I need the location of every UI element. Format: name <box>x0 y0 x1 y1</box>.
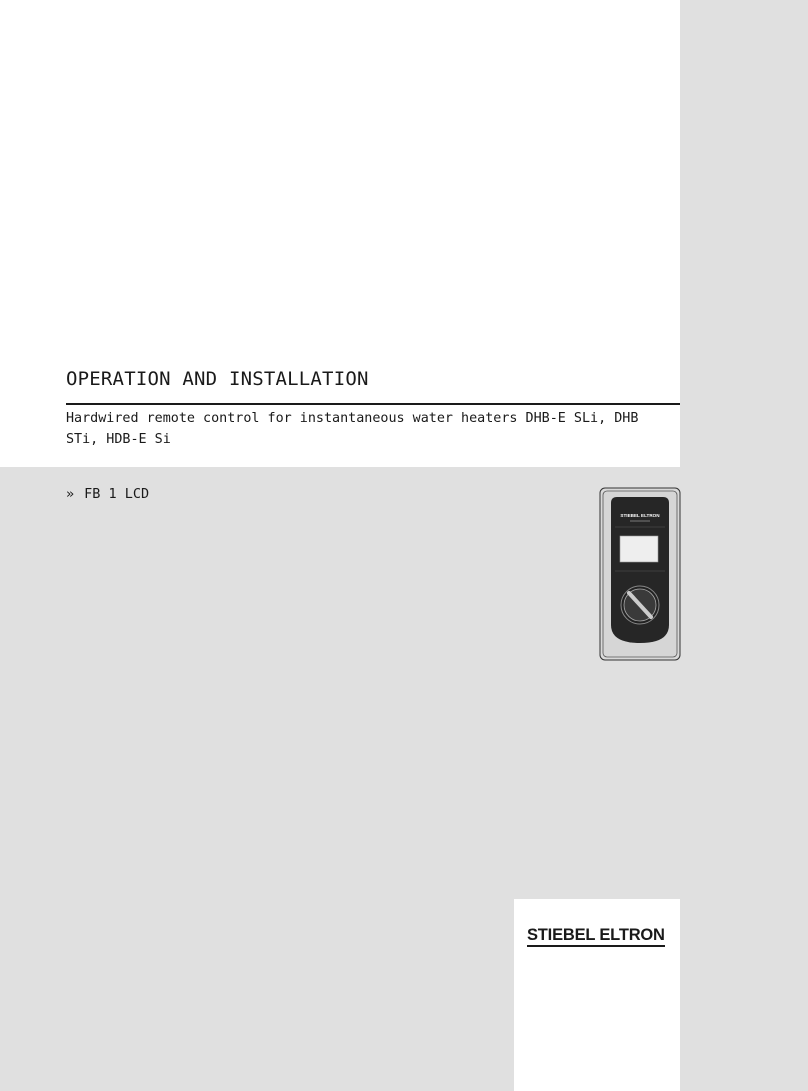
right-margin-strip <box>680 0 808 1091</box>
brand-logo: STIEBEL ELTRON <box>527 925 665 947</box>
model-name: FB 1 LCD <box>84 486 150 502</box>
document-title: OPERATION AND INSTALLATION <box>66 368 369 390</box>
remote-control-device-icon <box>599 487 682 661</box>
device-brand-label: STIEBEL ELTRON <box>620 513 660 518</box>
title-divider <box>66 403 680 405</box>
model-marker: » <box>66 486 75 502</box>
model-line <box>66 484 149 504</box>
document-subtitle: Hardwired remote control for instantaneous water heaters DHB-E SLi, DHB STi, HDB-E Si <box>66 411 639 447</box>
